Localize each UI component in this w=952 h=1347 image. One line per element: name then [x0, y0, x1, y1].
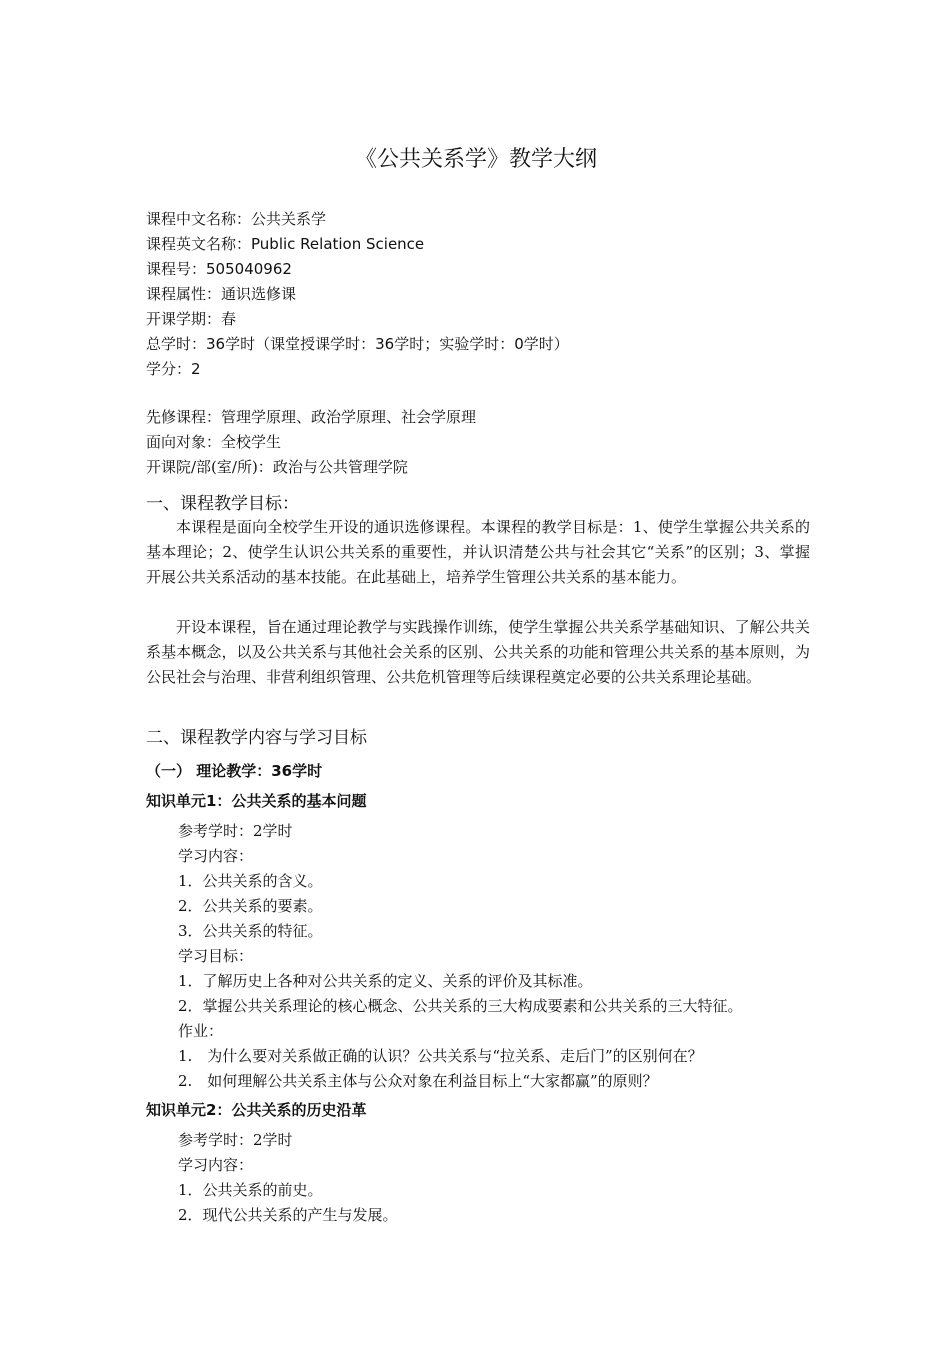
unit1-content-item: 2．公共关系的要素。 [178, 897, 323, 915]
objectives-paragraph-2: 开设本课程，旨在通过理论教学与实践操作训练，使学生掌握公共关系学基础知识、了解公共关系基本概念，以及公共关系与其他社会关系的区别、公共关系的功能和管理公共关系的基本原则，为公民社会与治理、非营利组织管理、公共危机管理等后续课程奠定必要的公共关系理论基础。 [146, 618, 810, 686]
course-code: 课程号：505040962 [146, 260, 292, 278]
section-heading-content: 二、课程教学内容与学习目标 [146, 728, 367, 748]
unit1-goal-item: 2．掌握公共关系理论的核心概念、公共关系的三大构成要素和公共关系的三大特征。 [178, 997, 743, 1015]
unit2-content-label: 学习内容： [178, 1156, 254, 1174]
unit2-ref-hours: 参考学时：2学时 [178, 1131, 293, 1149]
unit1-homework-item: 2. 如何理解公共关系主体与公众对象在利益目标上“大家都赢”的原则？ [178, 1072, 658, 1090]
theory-subheading: （一） 理论教学：36学时 [146, 762, 323, 780]
unit1-title: 知识单元1：公共关系的基本问题 [146, 792, 367, 810]
objectives-paragraph-1: 本课程是面向全校学生开设的通识选修课程。本课程的教学目标是：1、使学生掌握公共关系的基本理论；2、使学生认识公共关系的重要性，并认识清楚公共与社会其它“关系”的区别；3、掌握开展公共关系活动的基本技能。在此基础上，培养学生管理公共关系的基本能力。 [146, 518, 810, 586]
unit1-homework-item: 1. 为什么要对关系做正确的认识？公共关系与“拉关系、走后门”的区别何在？ [178, 1047, 703, 1065]
unit2-content-item: 2．现代公共关系的产生与发展。 [178, 1206, 398, 1224]
course-en-name: 课程英文名称：Public Relation Science [146, 235, 425, 253]
unit1-content-item: 1．公共关系的含义。 [178, 872, 323, 890]
section-heading-objectives: 一、课程教学目标： [146, 494, 299, 514]
unit1-ref-hours: 参考学时：2学时 [178, 822, 293, 840]
course-credits: 学分：2 [146, 360, 201, 378]
course-cn-name: 课程中文名称：公共关系学 [146, 210, 327, 228]
unit2-title: 知识单元2：公共关系的历史沿革 [146, 1101, 367, 1119]
unit1-goal-label: 学习目标： [178, 947, 254, 965]
course-department: 开课院/部(室/所)：政治与公共管理学院 [146, 458, 408, 476]
unit1-content-item: 3．公共关系的特征。 [178, 922, 323, 940]
unit1-homework-label: 作业： [178, 1022, 224, 1040]
course-prerequisites: 先修课程：管理学原理、政治学原理、社会学原理 [146, 408, 477, 426]
unit2-body [178, 1128, 818, 1228]
unit1-body [178, 819, 818, 1094]
course-audience: 面向对象：全校学生 [146, 433, 282, 451]
course-attribute: 课程属性：通识选修课 [146, 285, 297, 303]
course-term: 开课学期：春 [146, 310, 237, 328]
document-title: 《公共关系学》教学大纲 [354, 147, 597, 172]
unit2-content-item: 1．公共关系的前史。 [178, 1181, 323, 1199]
unit1-goal-item: 1．了解历史上各种对公共关系的定义、关系的评价及其标准。 [178, 972, 593, 990]
unit1-content-label: 学习内容： [178, 847, 254, 865]
course-info [146, 207, 816, 480]
course-hours: 总学时：36学时（课堂授课学时：36学时；实验学时：0学时） [146, 335, 569, 353]
